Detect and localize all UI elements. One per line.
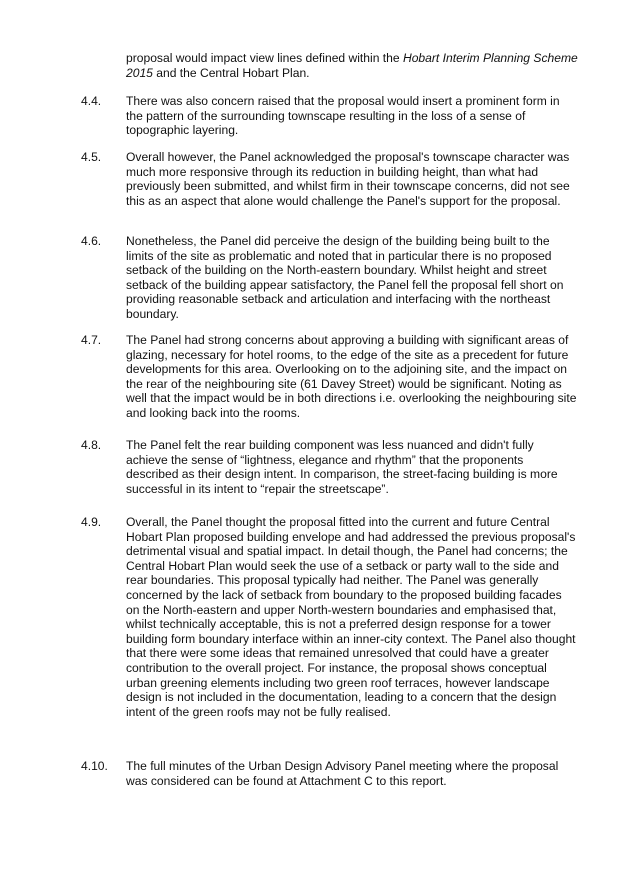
paragraph-body: There was also concern raised that the proposal would insert a prominent form in the pattern of the surrounding townscape resulting in the loss of a sense of topographic layering. xyxy=(126,94,560,138)
paragraph-body: The Panel felt the rear building component was less nuanced and didn't fully achieve the sense of “lightness, elegance and rhythm” that the proponents described as their design intent. In comparison, the street-facing building is more successful in its intent to “repair the streetscape”. xyxy=(126,438,558,496)
paragraph-number: 4.8. xyxy=(81,438,102,452)
continuation-text-2: and the Central Hobart Plan. xyxy=(152,65,310,80)
paragraph-number: 4.7. xyxy=(81,333,102,347)
paragraph-text xyxy=(126,438,578,496)
paragraph-number: 4.5. xyxy=(81,150,102,164)
paragraph-body: Overall, the Panel thought the proposal fitted into the current and future Central Hobart Plan proposed building envelope and had addressed the previous proposal's detrimental visual and spatial impact. In detail though, the Panel had concerns; the Central Hobart Plan would seek the use of a setback or party wall to the side and rear boundaries. This proposal typically had neither. The Panel was generally concerned by the lack of setback from boundary to the proposed building facades on the North-eastern and upper North-western boundaries and emphasised that, whilst technically acceptable, this is not a preferred design response for a tower building form boundary interface within an inner-city context. The Panel also thought that there were some ideas that remained unresolved that could have a greater contribution to the overall project. For instance, the proposal shows conceptual urban greening elements including two green roof terraces, however landscape design is not included in the documentation, leading to a concern that the design intent of the green roofs may not be fully realised. xyxy=(126,515,576,719)
paragraph-number: 4.6. xyxy=(81,234,102,248)
paragraph-text xyxy=(126,515,578,719)
paragraph-text xyxy=(126,150,578,208)
paragraph-text xyxy=(126,94,578,138)
paragraph-number: 4.4. xyxy=(81,94,102,108)
paragraph-text xyxy=(126,234,578,322)
paragraph-number: 4.9. xyxy=(81,515,102,529)
paragraph-text xyxy=(126,759,578,788)
paragraph-body: The Panel had strong concerns about approving a building with significant areas of glazing, necessary for hotel rooms, to the edge of the site as a precedent for future developments for this area. Overlooking on to the adjoining site, and the impact on the rear of the neighbouring site (61 Davey Street) would be significant. Noting as well that the impact would be in both directions i.e. overlooking the neighbouring site and looking back into the rooms. xyxy=(126,333,577,420)
paragraph-number: 4.10. xyxy=(81,759,108,773)
planning-scheme-title: Hobart Interim Planning Scheme 2015 xyxy=(126,51,578,80)
paragraph-body: Overall however, the Panel acknowledged the proposal's townscape character was much more responsive through its reduction in building height, than what had previously been submitted, and whilst firm in their townscape concerns, did not see this as an aspect that alone would challenge the Panel's support for the proposal. xyxy=(126,150,570,208)
paragraph-body: Nonetheless, the Panel did perceive the design of the building being built to the limits of the site as problematic and noted that in particular there is no proposed setback of the building on the North-eastern boundary. Whilst height and street setback of the building appear satisfactory, the Panel fell the proposal fell short on providing reasonable setback and articulation and interfacing with the northeast boundary. xyxy=(126,234,564,321)
continuation-text-1: proposal would impact view lines defined within the xyxy=(126,51,403,65)
paragraph-text xyxy=(126,333,578,421)
continuation-paragraph xyxy=(126,51,578,80)
paragraph-body: The full minutes of the Urban Design Advisory Panel meeting where the proposal was considered can be found at Attachment C to this report. xyxy=(126,759,559,788)
